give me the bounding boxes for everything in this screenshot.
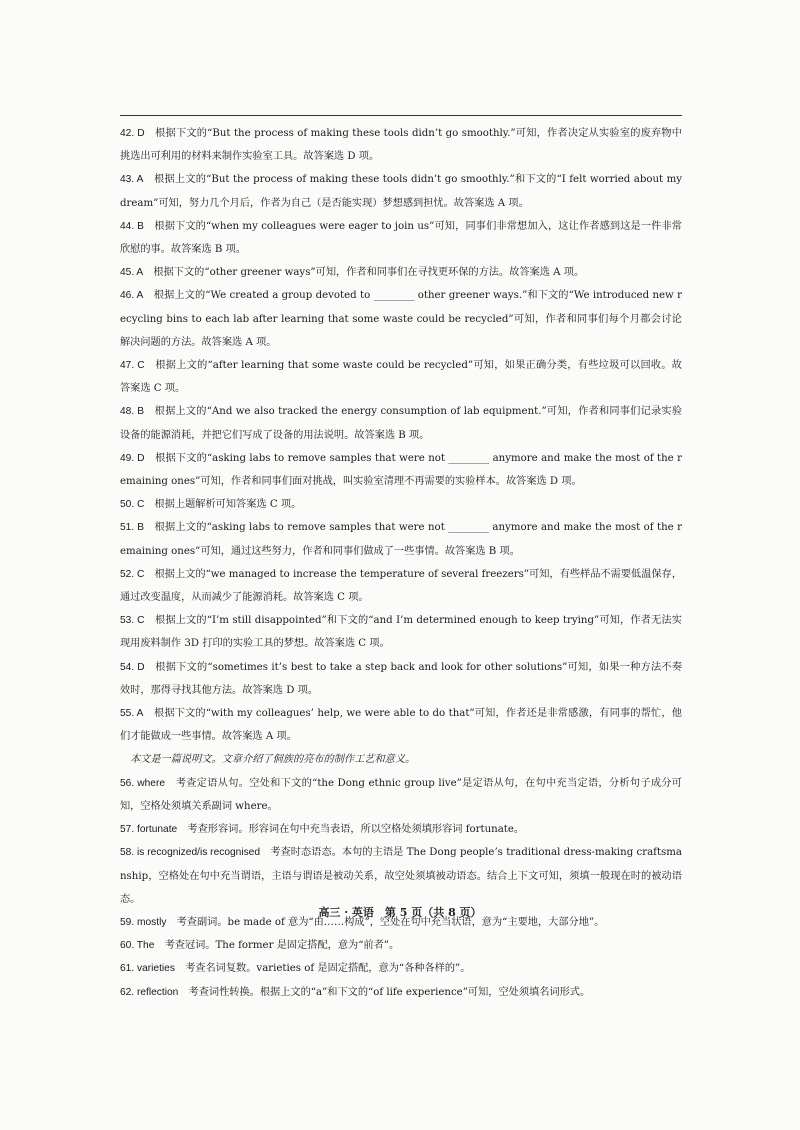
answer-explanation: 根据上文的“But the process of making these tools didn’t go smoothly.”和下文的“I felt worried about my dream”可知，努力几个月后，作者为自己（是否能实现）梦想感到担忧。故答案选 A 项。 (120, 174, 683, 209)
answer-number: 49. D (120, 452, 145, 464)
passage-intro: 本文是一篇说明文。文章介绍了侗族的亮布的制作工艺和意义。 (130, 754, 416, 766)
answer-number: 52. C (120, 568, 145, 580)
answer-item (120, 168, 682, 214)
answer-list-grammar (120, 772, 682, 1004)
answer-item (120, 934, 682, 957)
answer-item (120, 563, 682, 609)
answer-explanation: 根据上题解析可知答案选 C 项。 (154, 499, 302, 511)
answer-explanation: 考查形容词。形容词在句中充当表语，所以空格处须填形容词 fortunate。 (187, 824, 525, 836)
answer-item (120, 122, 682, 168)
answer-number: 42. D (120, 128, 145, 139)
answer-number: 62. reflection (120, 986, 179, 998)
answer-number: 54. D (120, 661, 145, 673)
answer-number: 60. The (120, 940, 155, 952)
answer-number: 61. varieties (120, 963, 175, 975)
answer-item (120, 841, 682, 911)
answer-explanation: 根据上文的“We created a group devoted to ________ other greener ways.”和下文的“We introduced new recycling bins to each lab after learning that some waste could be recycled”可知，作者和同事们每个月都会讨论解决问题的方法。故答案选 A 项。 (120, 290, 682, 348)
answer-item (120, 516, 682, 562)
answer-explanation: 根据下文的“with my colleagues’ help, we were able to do that”可知，作者还是非常感激，有同事的帮忙，他们才能做成一些事情。故答案选 A 项。 (120, 708, 682, 743)
answer-number: 55. A (120, 708, 144, 720)
answer-number: 48. B (120, 406, 145, 418)
header-rule (120, 115, 682, 116)
answer-number: 46. A (120, 290, 144, 302)
answer-number: 44. B (120, 220, 144, 232)
answer-item (120, 354, 682, 400)
answer-explanation: 根据下文的“asking labs to remove samples that were not ________ anymore and make the most of the remaining ones”可知，作者和同事们面对挑战，叫实验室清理不再需要的实验样本。故答案选 D 项。 (120, 452, 683, 488)
answer-explanation: 考查定语从句。空处和下文的“the Dong ethnic group live”是定语从句，在句中充当定语，分析句子成分可知，空格处须填关系副词 where。 (120, 777, 682, 812)
answer-explanation: 根据下文的“But the process of making these tools didn’t go smoothly.”可知，作者决定从实验室的废弃物中挑选出可利用的材料来制作实验室工具。故答案选 D 项。 (120, 128, 682, 163)
answer-number: 57. fortunate (120, 824, 178, 836)
answer-item (120, 656, 682, 702)
answer-item (120, 957, 682, 980)
answer-explanation: 根据上文的“after learning that some waste could be recycled”可知，如果正确分类，有些垃圾可以回收。故答案选 C 项。 (120, 360, 682, 395)
answer-item (120, 493, 682, 516)
answer-item (120, 447, 682, 493)
answer-item (120, 215, 682, 261)
answer-item (120, 261, 682, 284)
answer-item (120, 400, 682, 446)
answer-explanation: 根据下文的“when my colleagues were eager to join us”可知，同事们非常想加入，这让作者感到这是一件非常欣慰的事。故答案选 B 项。 (120, 220, 682, 256)
answer-number: 58. is recognized/is recognised (120, 847, 261, 859)
answer-item (120, 818, 682, 841)
answer-explanation: 考查名词复数。varieties of 是固定搭配，意为“各种各样的”。 (185, 963, 471, 975)
answer-number: 47. C (120, 360, 145, 372)
answer-list-cloze (120, 122, 682, 748)
answer-item (120, 772, 682, 818)
answer-explanation: 根据上文的“asking labs to remove samples that were not ________ anymore and make the most of the remaining ones”可知，通过这些努力，作者和同事们做成了一些事情。故答案选 B 项。 (120, 522, 682, 557)
answer-number: 56. where (120, 777, 166, 789)
answer-item (120, 702, 682, 748)
answer-number: 43. A (120, 174, 144, 186)
answer-explanation: 根据上文的“And we also tracked the energy consumption of lab equipment.”可知，作者和同事们记录实验设备的能源消耗，并把它们写成了设备的用法说明。故答案选 B 项。 (120, 406, 682, 441)
answer-number: 53. C (120, 615, 145, 627)
answer-number: 51. B (120, 522, 144, 534)
answer-item (120, 609, 682, 655)
answer-explanation: 考查副词。be made of 意为“由……构成”，空处在句中充当状语，意为“主要地，大部分地”。 (176, 916, 605, 928)
answer-explanation: 根据下文的“sometimes it’s best to take a step back and look for other solutions”可知，如果一种方法不奏效时，那得寻找其他方法。故答案选 D 项。 (120, 661, 683, 696)
answer-explanation: 考查词性转换。根据上文的“a”和下文的“of life experience”可知，空处须填名词形式。 (188, 986, 591, 998)
answer-explanation: 考查冠词。The former 是固定搭配，意为“前者”。 (164, 940, 400, 952)
answer-explanation: 根据下文的“other greener ways”可知，作者和同事们在寻找更环保的方法。故答案选 A 项。 (153, 267, 585, 279)
answer-explanation: 考查时态语态。本句的主语是 The Dong people’s traditional dress-making craftsmanship，空格处在句中充当谓语，主语与谓语是被动关系，故空处须填被动语态。结合上下文可知，须填一般现在时的被动语态。 (120, 847, 682, 905)
answer-explanations (120, 122, 682, 1004)
answer-item (120, 284, 682, 354)
answer-number: 59. mostly (120, 916, 167, 928)
answer-number: 50. C (120, 499, 145, 511)
answer-explanation: 根据上文的“we managed to increase the temperature of several freezers”可知，有些样品不需要低温保存，通过改变温度，从而减少了能源消耗。故答案选 C 项。 (120, 568, 683, 604)
answer-explanation: 根据上文的“I’m still disappointed”和下文的“and I’m determined enough to keep trying”可知，作者无法实现用废料制作 3D 打印的实验工具的梦想。故答案选 C 项。 (120, 615, 682, 650)
answer-item (120, 981, 682, 1004)
page-footer: 高三 · 英语 第 5 页（共 8 页） (318, 906, 482, 919)
answer-number: 45. A (120, 267, 144, 279)
